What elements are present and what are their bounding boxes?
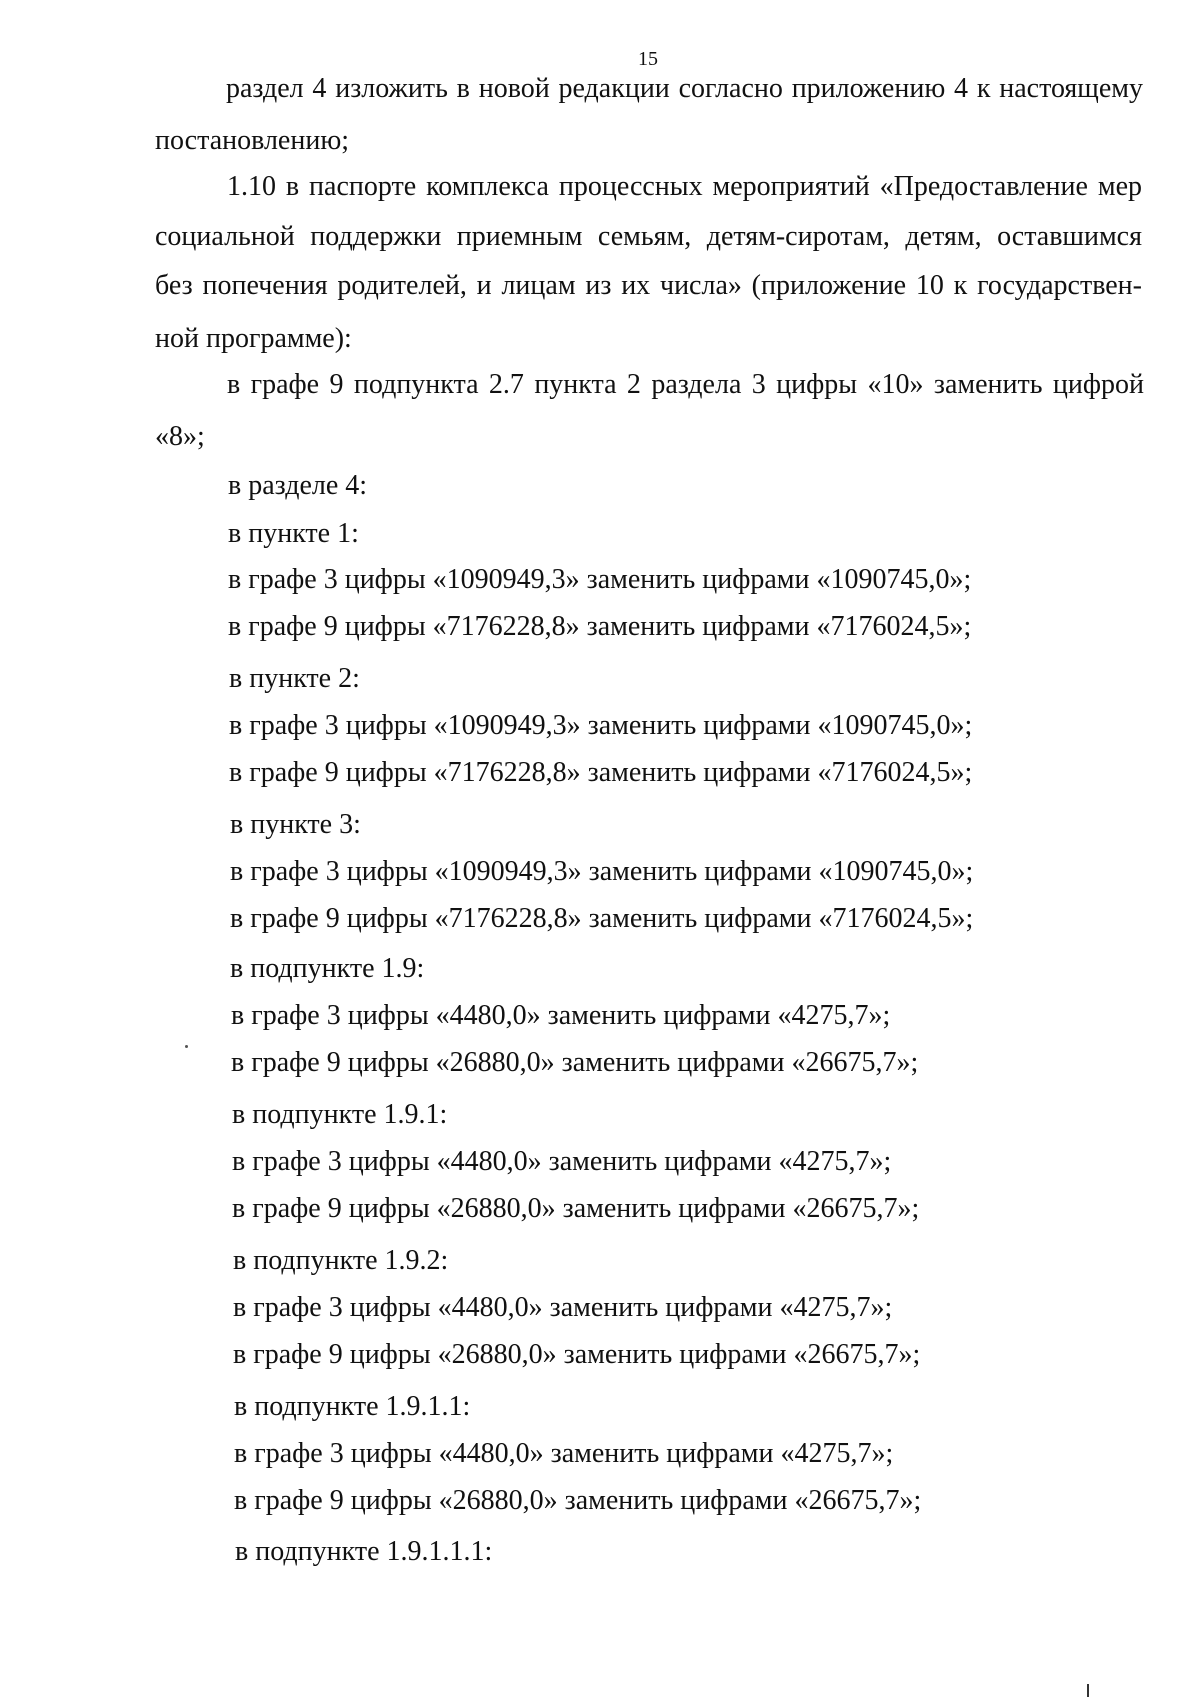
text-line: в графе 3 цифры «4480,0» заменить цифрами «4275,7»; xyxy=(232,1146,892,1177)
text-line: в пункте 1: xyxy=(228,518,359,549)
text-line: постановлению; xyxy=(155,125,350,156)
text-line: в подпункте 1.9: xyxy=(230,953,425,984)
text-line: социальной поддержки приемным семьям, детям-сиротам, детям, оставшимся xyxy=(155,221,1142,252)
text-line: в подпункте 1.9.1.1.1: xyxy=(235,1536,493,1567)
text-line: в графе 3 цифры «4480,0» заменить цифрами «4275,7»; xyxy=(233,1292,893,1323)
text-line: в подпункте 1.9.1: xyxy=(232,1099,448,1130)
text-line: в графе 3 цифры «1090949,3» заменить цифрами «1090745,0»; xyxy=(229,710,973,741)
text-line: в графе 3 цифры «1090949,3» заменить цифрами «1090745,0»; xyxy=(230,856,974,887)
text-line: в пункте 3: xyxy=(230,809,361,840)
text-line: ной программе): xyxy=(155,323,352,354)
text-line: в графе 9 цифры «7176228,8» заменить цифрами «7176024,5»; xyxy=(229,757,973,788)
text-line: в графе 3 цифры «4480,0» заменить цифрами «4275,7»; xyxy=(234,1438,894,1469)
text-line: «8»; xyxy=(155,421,205,452)
text-line: в подпункте 1.9.1.1: xyxy=(234,1391,471,1422)
text-line: в графе 9 цифры «26880,0» заменить цифрами «26675,7»; xyxy=(231,1047,919,1078)
text-line: в графе 9 цифры «7176228,8» заменить цифрами «7176024,5»; xyxy=(228,611,972,642)
text-line: в графе 9 цифры «26880,0» заменить цифрами «26675,7»; xyxy=(233,1339,921,1370)
scan-edge-mark xyxy=(1087,1684,1089,1697)
text-line: в пункте 2: xyxy=(229,663,360,694)
text-line: в разделе 4: xyxy=(228,470,368,501)
text-line: раздел 4 изложить в новой редакции согласно приложению 4 к настоящему xyxy=(226,73,1143,104)
scan-speck xyxy=(185,1045,188,1048)
page-number: 15 xyxy=(638,48,658,70)
text-line: в графе 3 цифры «1090949,3» заменить цифрами «1090745,0»; xyxy=(228,564,972,595)
text-line: в графе 9 цифры «7176228,8» заменить цифрами «7176024,5»; xyxy=(230,903,974,934)
text-line: в графе 9 подпункта 2.7 пункта 2 раздела 3 цифры «10» заменить цифрой xyxy=(227,369,1144,400)
text-line: в графе 9 цифры «26880,0» заменить цифрами «26675,7»; xyxy=(234,1485,922,1516)
text-line: без попечения родителей, и лицам из их числа» (приложение 10 к государствен- xyxy=(155,270,1142,301)
text-line: 1.10 в паспорте комплекса процессных мероприятий «Предоставление мер xyxy=(227,171,1142,202)
text-line: в подпункте 1.9.2: xyxy=(233,1245,449,1276)
text-line: в графе 3 цифры «4480,0» заменить цифрами «4275,7»; xyxy=(231,1000,891,1031)
text-line: в графе 9 цифры «26880,0» заменить цифрами «26675,7»; xyxy=(232,1193,920,1224)
